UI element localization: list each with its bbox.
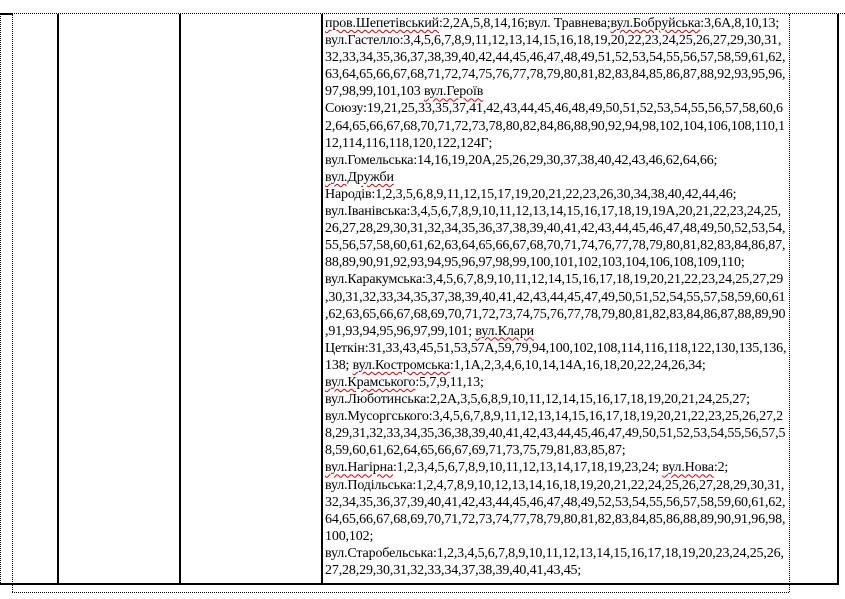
text-line (325, 374, 845, 391)
misspelled-street-name: вул.Крамського (325, 374, 416, 390)
text-line (325, 237, 845, 254)
text-line (325, 306, 845, 323)
street-numbers-text: вул.Люботинська:2,2А,3,5,6,8,9,10,11,12,14,15,16,17,18,19,20,21,24,25,27; (325, 392, 750, 408)
street-numbers-text: :1,2,3,4,5,6,7,8,9,10,11,12,13,14,17,18,19,23,24; (393, 460, 663, 476)
misspelled-street-name: вул.Дружби (325, 169, 394, 185)
street-numbers-text: 32,34,35,36,37,39,40,41,42,43,44,45,46,47,48,49,52,53,54,55,56,57,58,59,60,61,62, (325, 494, 786, 510)
street-numbers-text: 64,65,66,67,68,69,70,71,72,73,74,77,78,79,80,81,82,83,84,85,86,88,89,90,91,96,98, (325, 511, 786, 527)
text-line (325, 494, 845, 511)
street-numbers-text: вул.Мусоргського:3,4,5,6,7,8,9,11,12,13,14,15,16,17,18,19,20,21,22,23,25,26,27,2 (325, 409, 784, 425)
text-line (325, 15, 845, 32)
misspelled-street-name: пров.Шепетівський (325, 16, 440, 31)
text-line (325, 135, 845, 152)
table-border-bottom-solid (0, 583, 839, 585)
street-numbers-text: ,30,31,32,33,34,35,37,38,39,40,41,42,43,44,45,47,49,50,51,52,54,55,57,58,59,60,61 (325, 289, 786, 305)
text-line (325, 152, 845, 169)
text-line (325, 203, 845, 220)
street-numbers-text: :3,6А,8,10,13; (700, 16, 780, 31)
street-numbers-text: 138; (325, 357, 353, 373)
text-line (325, 562, 845, 579)
street-numbers-text: вул.Гастелло:3,4,5,6,7,8,9,11,12,13,14,15,16,18,19,20,22,23,24,25,26,27,29,30,31, (325, 33, 782, 49)
street-numbers-text: ,91,93,94,95,96,97,99,101; (325, 323, 476, 339)
street-numbers-text: Цеткін:31,33,43,45,51,53,57А,59,79,94,100,102,108,114,116,118,122,130,135,136, (325, 340, 787, 356)
street-numbers-text: 8,29,31,32,33,34,35,36,38,39,40,41,42,43,44,45,46,47,49,50,51,52,53,54,55,56,57,5 (325, 426, 786, 442)
text-line (325, 408, 845, 425)
table-border-col4-solid (321, 14, 323, 583)
text-line (325, 254, 845, 271)
text-line (325, 49, 845, 66)
text-line (325, 186, 845, 203)
street-numbers-text: ,62,63,65,66,67,68,69,70,71,72,73,74,75,76,77,78,79,80,81,82,83,84,86,87,88,89,90 (325, 306, 786, 322)
text-line (325, 271, 845, 288)
text-line (325, 32, 845, 49)
text-line (325, 391, 845, 408)
text-line (325, 118, 845, 135)
table-border-col2-solid (57, 14, 59, 583)
text-line (325, 66, 845, 83)
misspelled-street-name: вул.Костромська (352, 357, 450, 373)
table-cell-empty-3 (59, 14, 179, 583)
text-line (325, 340, 845, 357)
table-border-left-outer-dotted (0, 14, 1, 583)
street-numbers-text: Народів:1,2,3,5,6,8,9,11,12,15,17,19,20,21,22,23,26,30,34,38,40,42,44,46; (325, 186, 737, 202)
text-line (325, 511, 845, 528)
text-line (325, 83, 845, 100)
text-line (325, 220, 845, 237)
street-numbers-text: 12,114,116,118,120,122,124Г; (325, 135, 493, 151)
street-numbers-text: Союзу:19,21,25,33,35,37,41,42,43,44,45,46,48,49,50,51,52,53,54,55,56,57,58,60,6 (325, 101, 783, 117)
street-numbers-text: 26,27,28,29,30,31,32,34,35,36,37,38,39,40,41,42,43,44,45,46,47,48,49,50,52,53,54, (325, 221, 786, 237)
text-line (325, 459, 845, 476)
street-numbers-text: 100,102; (325, 528, 374, 544)
text-line (325, 100, 845, 117)
misspelled-street-name: вул.Героїв (423, 84, 484, 100)
street-numbers-text: :1,1А,2,3,4,6,10,14,14А,16,18,20,22,24,26,34; (449, 357, 706, 373)
text-line (325, 323, 845, 340)
text-line (325, 169, 845, 186)
street-numbers-text: 55,56,57,58,60,61,62,63,64,65,66,67,68,70,71,74,76,77,78,79,80,81,82,83,84,86,87, (325, 238, 786, 254)
misspelled-street-name: вул.Клари (475, 323, 535, 339)
street-numbers-text: вул.Старобельська:1,2,3,4,5,6,7,8,9,10,11,12,13,14,15,16,17,18,19,20,23,24,25,26, (325, 545, 784, 561)
street-numbers-text: вул.Каракумська:3,4,5,6,7,8,9,10,11,12,14,15,16,17,18,19,20,21,22,23,24,25,27,29 (325, 272, 784, 288)
street-numbers-text: 8,59,60,61,62,64,65,66,67,69,71,73,75,79,81,83,85,87; (325, 443, 626, 459)
text-line (325, 545, 845, 562)
misspelled-street-name: вул.Нагірна (325, 460, 394, 476)
misspelled-street-name: вул.Бобруйська (610, 16, 701, 31)
street-numbers-text: 63,64,65,66,67,68,71,72,74,75,76,77,78,79,80,81,82,83,84,85,86,87,88,92,93,95,96, (325, 67, 786, 83)
text-line (325, 289, 845, 306)
street-numbers-text: 32,33,34,35,36,37,38,39,40,42,44,45,46,47,48,49,51,52,53,54,55,56,57,58,59,61,62, (325, 50, 786, 66)
text-line (325, 357, 845, 374)
street-numbers-text: вул.Подільська:1,2,4,7,8,9,10,12,13,14,16,18,19,20,21,22,24,25,26,27,28,29,30,31, (325, 477, 785, 493)
street-numbers-text: 88,89,90,91,92,93,94,95,96,97,98,99,100,101,102,103,104,106,108,109,110; (325, 255, 745, 271)
street-numbers-text: вул.Гомельська:14,16,19,20А,25,26,29,30,37,38,40,42,43,46,62,64,66; (325, 152, 718, 168)
street-numbers-text: 27,28,29,30,31,32,33,34,37,38,39,40,41,43,45; (325, 563, 582, 578)
text-line (325, 442, 845, 459)
table-border-top-left-solid (0, 13, 12, 15)
street-numbers-text: :2; (713, 460, 729, 476)
table-cell-empty-2 (13, 14, 57, 583)
misspelled-street-name: вул.Нова (662, 460, 714, 476)
street-numbers-text: 2,64,65,66,67,68,70,71,72,73,78,80,82,84,86,88,90,92,94,98,102,104,106,108,110,1 (325, 118, 785, 134)
street-numbers-text: вул.Іванівська:3,4,5,6,7,8,9,10,11,12,13,14,15,16,17,18,19,19А,20,21,22,23,24,25, (325, 204, 781, 220)
table-border-col3-solid (179, 14, 181, 583)
text-line (325, 528, 845, 545)
table-border-col1-dotted (12, 14, 13, 592)
table-border-bottom-dotted (12, 592, 789, 593)
street-numbers-text: 97,98,99,101,103 (325, 84, 424, 100)
text-line (325, 425, 845, 442)
text-line (325, 477, 845, 494)
table-cell-empty-1 (1, 14, 12, 583)
street-numbers-text: :5,7,9,11,13; (415, 374, 484, 390)
table-border-top-dotted (12, 13, 845, 14)
table-cell-empty-4 (181, 14, 321, 583)
street-numbers-text: :2,2А,5,8,14,16;вул. Травнева; (439, 16, 611, 31)
streets-list-cell (325, 15, 845, 579)
